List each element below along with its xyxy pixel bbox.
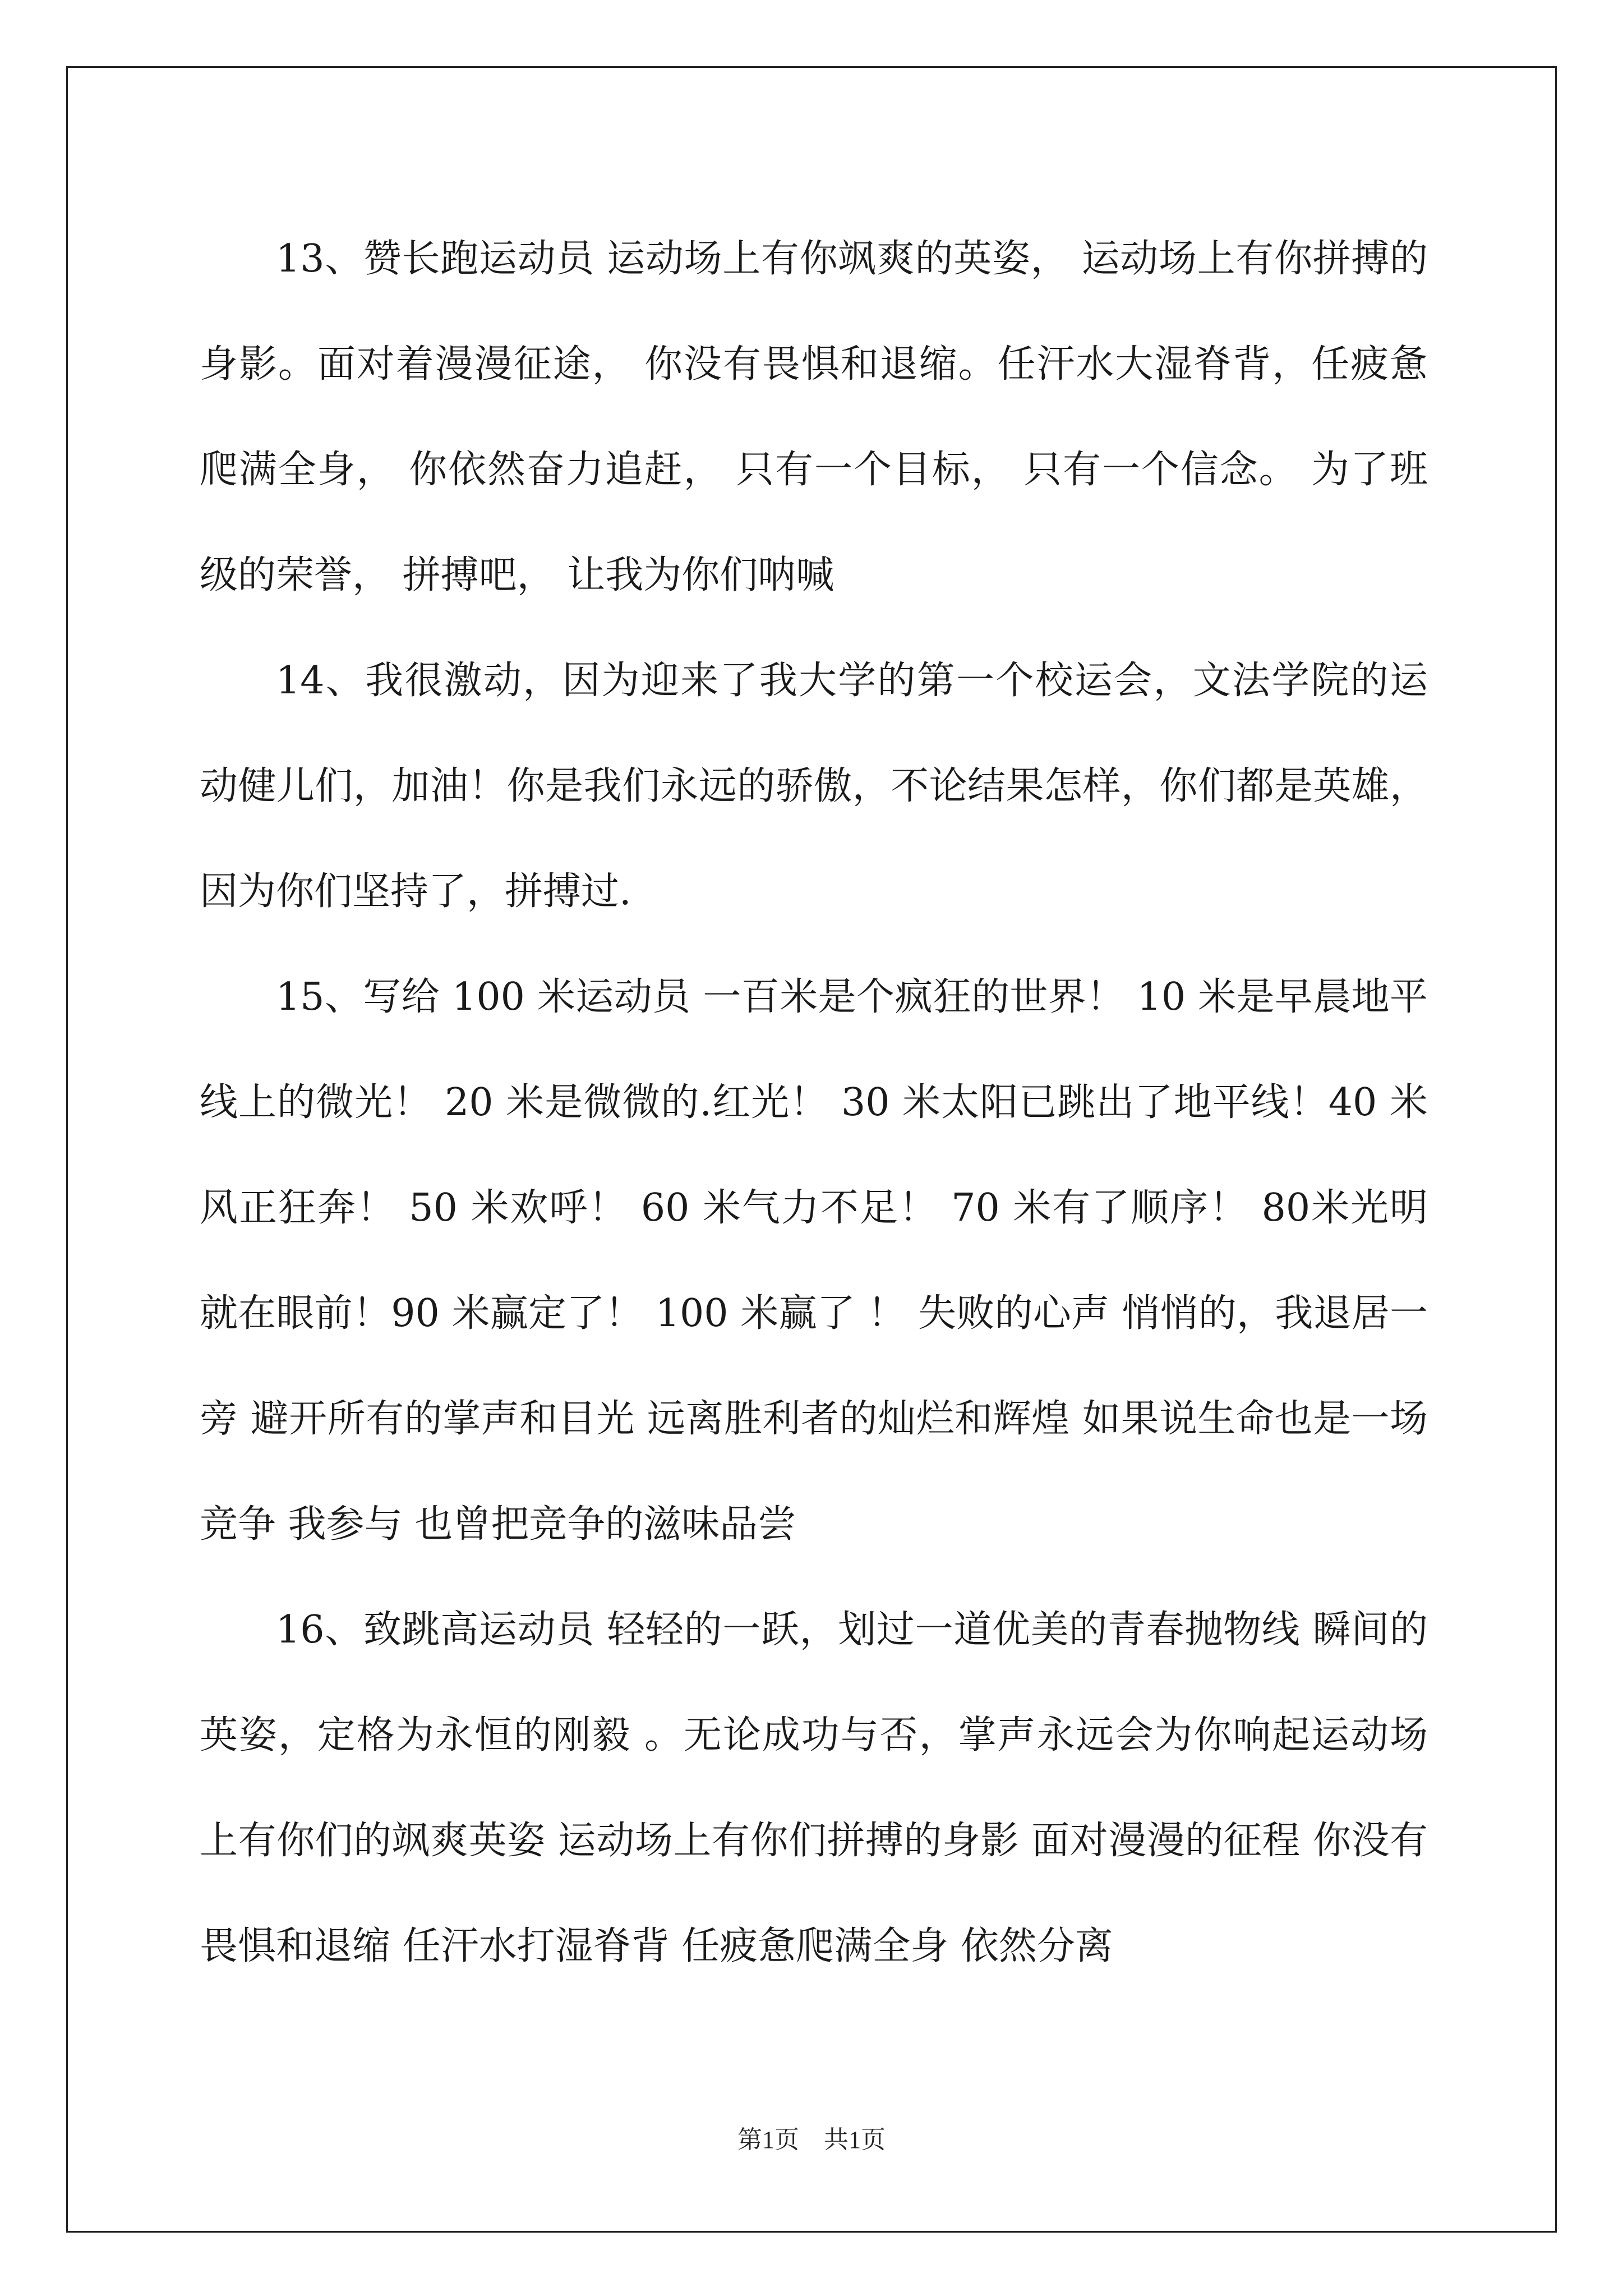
paragraph-14: 14、我很激动，因为迎来了我大学的第一个校运会，文法学院的运动健儿们，加油！你是我们永远的骄傲，不论结果怎样，你们都是英雄，因为你们坚持了，拼搏过. <box>200 659 1428 914</box>
paragraph-15: 15、写给 100 米运动员 一百米是个疯狂的世界！ 10 米是早晨地平线上的微光！ 20 米是微微的.红光！ 30 米太阳已跳出了地平线！40 米风正狂奔！ 50 米欢呼！ 60 米气力不足！ 70 米有了顺序！ 80米光明就在眼前！90 米赢定了！ 100 米赢了 ！ 失败的心声 悄悄的，我退居一旁 避开所有的掌声和目光 远离胜利者的灿烂和辉煌 如果说生命也是一场竞争 我参与 也曾把竞争的滋味品尝 <box>200 975 1428 1547</box>
paragraph-13: 13、赞长跑运动员 运动场上有你飒爽的英姿， 运动场上有你拼搏的身影。面对着漫漫征途， 你没有畏惧和退缩。任汗水大湿脊背，任疲惫爬满全身， 你依然奋力追赶， 只有一个目标， 只有一个信念。 为了班级的荣誉， 拼搏吧， 让我为你们呐喊 <box>200 237 1428 597</box>
paragraph-16: 16、致跳高运动员 轻轻的一跃，划过一道优美的青春抛物线 瞬间的英姿，定格为永恒的刚毅 。无论成功与否，掌声永远会为你响起运动场上有你们的飒爽英姿 运动场上有你们拼搏的身影 面对漫漫的征程 你没有畏惧和退缩 任汗水打湿脊背 任疲惫爬满全身 依然分离 <box>200 1608 1428 1968</box>
page-footer: 第1页 共1页 <box>737 2126 886 2154</box>
document-body <box>200 206 1428 1999</box>
